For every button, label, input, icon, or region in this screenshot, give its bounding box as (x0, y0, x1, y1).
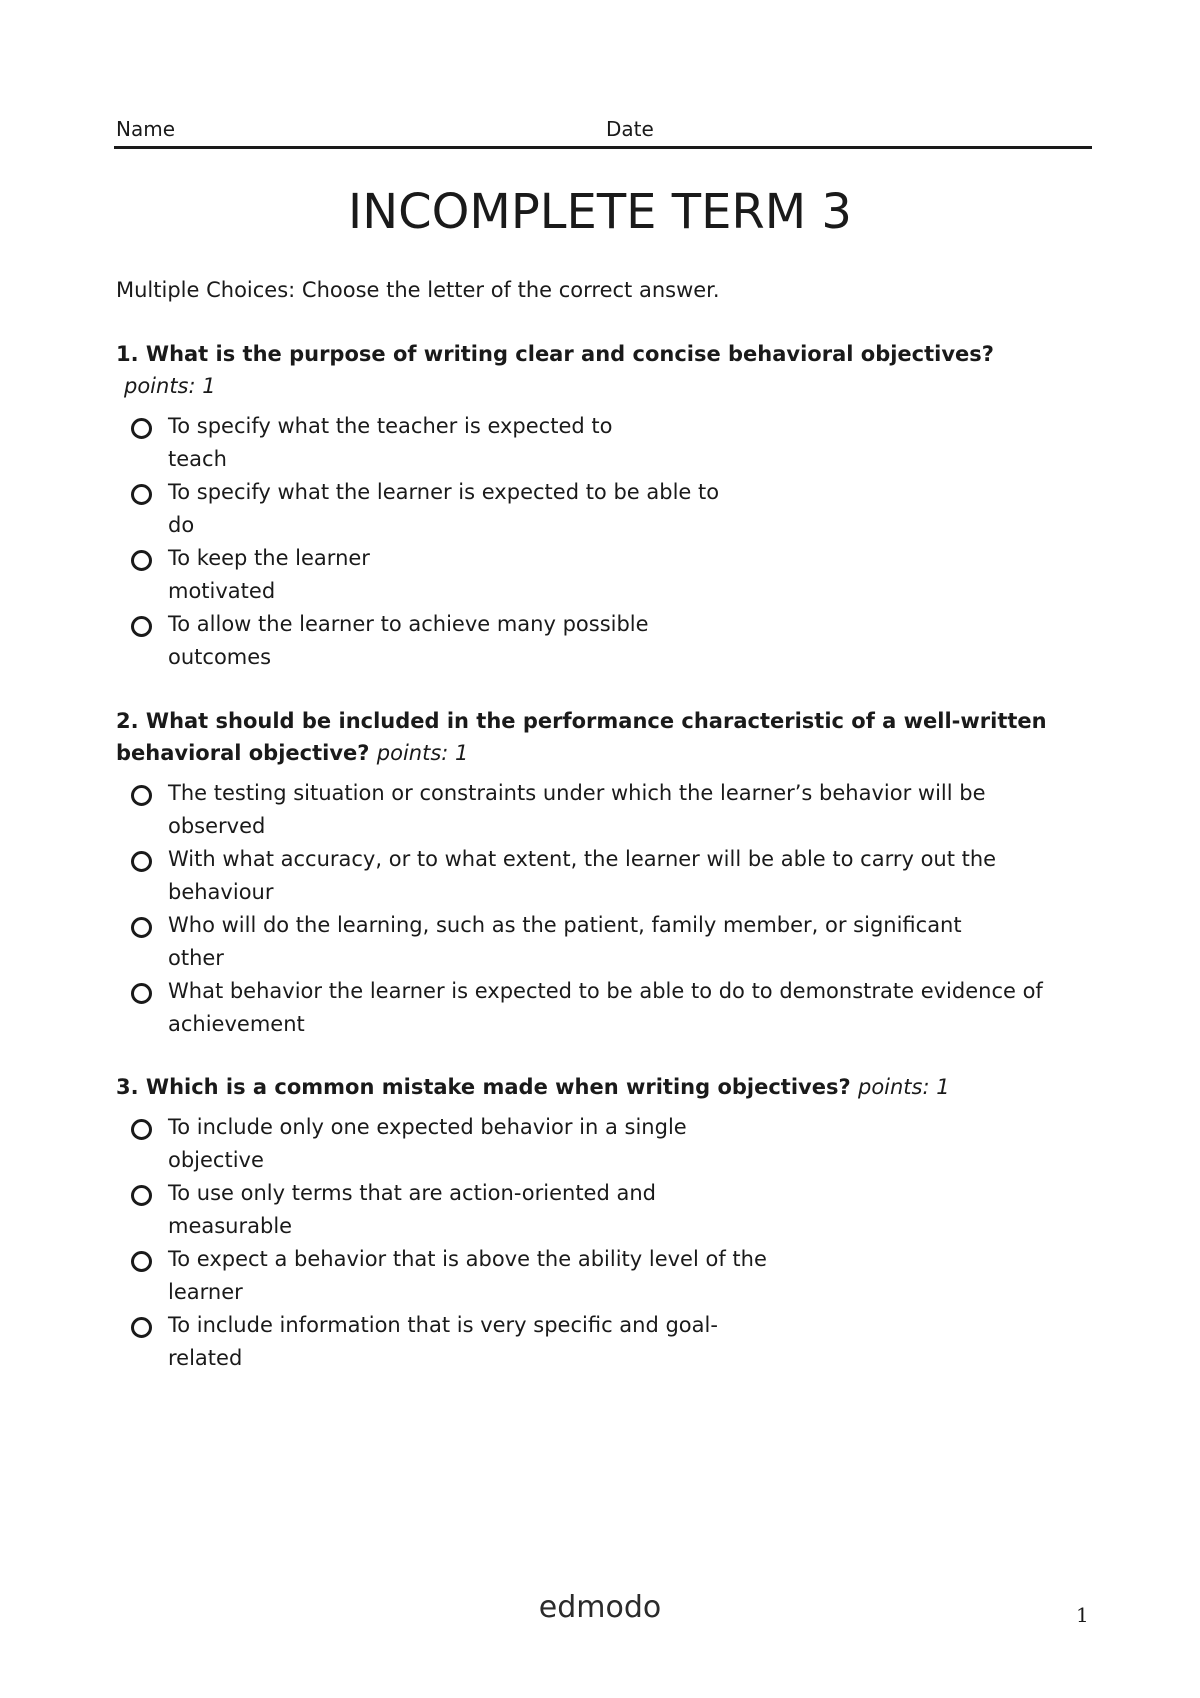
radio-button-icon[interactable] (131, 1185, 152, 1206)
option-line-2: other (168, 946, 224, 970)
options-list (116, 1111, 1096, 1375)
option-line-2: observed (168, 814, 266, 838)
option-a[interactable] (116, 777, 1096, 843)
points-label: points: 1 (124, 374, 216, 398)
option-line-1: With what accuracy, or to what extent, the learner will be able to carry out the (168, 847, 997, 871)
option-line-2: measurable (168, 1214, 293, 1238)
question-prompt: 3. Which is a common mistake made when writing objectives? (116, 1075, 851, 1099)
option-d[interactable] (116, 975, 1096, 1041)
radio-button-icon[interactable] (131, 550, 152, 571)
radio-button-icon[interactable] (131, 616, 152, 637)
option-c[interactable] (116, 909, 1096, 975)
option-line-2: achievement (168, 1012, 305, 1036)
option-a[interactable] (116, 410, 1096, 476)
name-label: Name (116, 117, 176, 141)
question-text (116, 338, 1096, 402)
option-line-1: To include information that is very specific and goal- (168, 1313, 718, 1337)
option-line-1: Who will do the learning, such as the patient, family member, or significant (168, 913, 962, 937)
option-a[interactable] (116, 1111, 1096, 1177)
option-line-2: teach (168, 447, 227, 471)
radio-button-icon[interactable] (131, 983, 152, 1004)
option-line-1: To keep the learner (168, 546, 370, 570)
option-line-1: What behavior the learner is expected to be able to do to demonstrate evidence of (168, 979, 1043, 1003)
option-d[interactable] (116, 608, 1096, 674)
question-prompt: 1. What is the purpose of writing clear and concise behavioral objectives? (116, 342, 994, 366)
date-label: Date (606, 117, 654, 141)
points-label: points: 1 (376, 741, 469, 765)
option-line-1: To include only one expected behavior in a single (168, 1115, 687, 1139)
radio-button-icon[interactable] (131, 484, 152, 505)
question-2 (116, 705, 1096, 1041)
option-line-1: To expect a behavior that is above the ability level of the (168, 1247, 767, 1271)
radio-button-icon[interactable] (131, 418, 152, 439)
radio-button-icon[interactable] (131, 1317, 152, 1338)
option-b[interactable] (116, 843, 1096, 909)
question-text (116, 705, 1096, 769)
page-title: INCOMPLETE TERM 3 (348, 184, 852, 240)
option-line-2: related (168, 1346, 243, 1370)
name-date-header (114, 116, 1092, 149)
options-list (116, 410, 1096, 674)
options-list (116, 777, 1096, 1041)
question-1 (116, 338, 1096, 674)
option-line-1: To allow the learner to achieve many possible (168, 612, 649, 636)
question-prompt: 2. What should be included in the performance characteristic of a well-written behavioral objective? (116, 709, 1047, 765)
option-line-2: do (168, 513, 195, 537)
option-c[interactable] (116, 542, 1096, 608)
option-line-1: To specify what the teacher is expected to (168, 414, 613, 438)
option-line-2: outcomes (168, 645, 272, 669)
points-label: points: 1 (857, 1075, 950, 1099)
option-line-1: To specify what the learner is expected to be able to (168, 480, 720, 504)
edmodo-logo: edmodo (538, 1590, 662, 1625)
option-line-2: learner (168, 1280, 243, 1304)
radio-button-icon[interactable] (131, 785, 152, 806)
option-c[interactable] (116, 1243, 1096, 1309)
question-text (116, 1071, 1096, 1103)
radio-button-icon[interactable] (131, 851, 152, 872)
radio-button-icon[interactable] (131, 917, 152, 938)
page-number: 1 (1076, 1603, 1089, 1627)
question-3 (116, 1071, 1096, 1375)
radio-button-icon[interactable] (131, 1251, 152, 1272)
option-line-2: motivated (168, 579, 276, 603)
radio-button-icon[interactable] (131, 1119, 152, 1140)
option-line-2: behaviour (168, 880, 274, 904)
option-b[interactable] (116, 476, 1096, 542)
option-b[interactable] (116, 1177, 1096, 1243)
option-line-1: To use only terms that are action-oriented and (168, 1181, 656, 1205)
option-line-2: objective (168, 1148, 264, 1172)
instructions-text: Multiple Choices: Choose the letter of the correct answer. (116, 278, 720, 302)
option-d[interactable] (116, 1309, 1096, 1375)
option-line-1: The testing situation or constraints under which the learner’s behavior will be (168, 781, 986, 805)
